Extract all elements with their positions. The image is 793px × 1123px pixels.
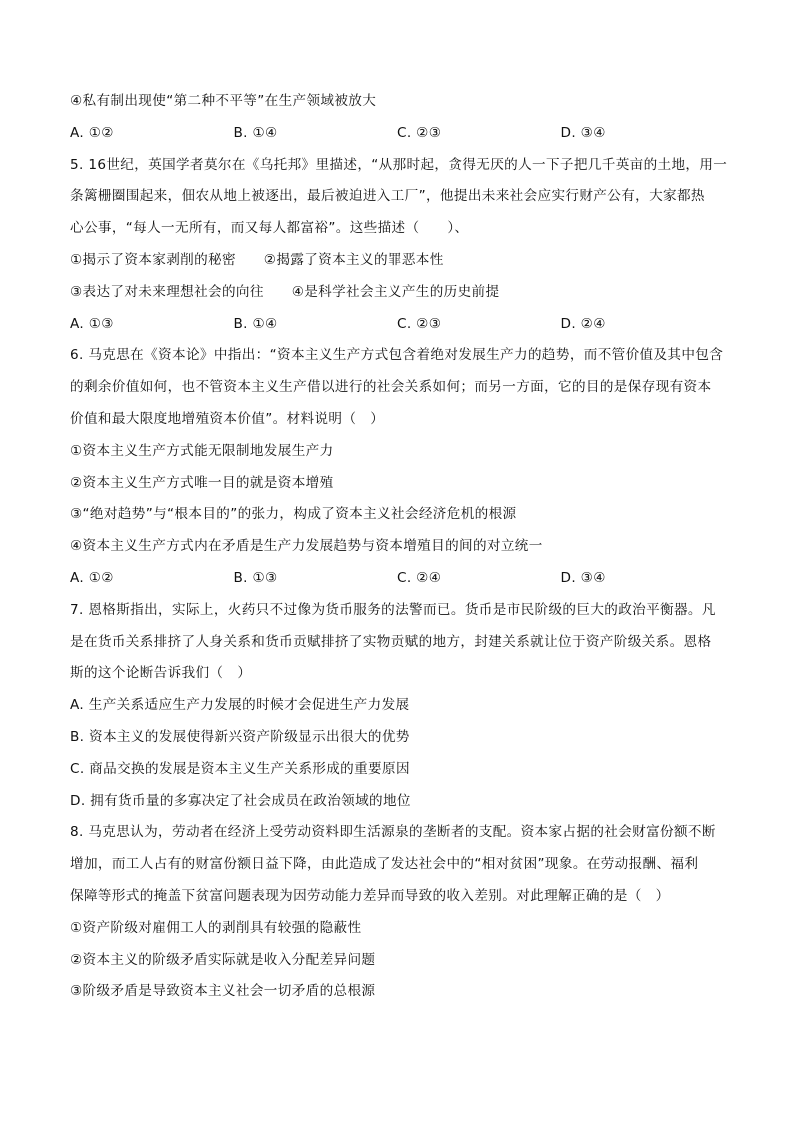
q7-stem-line: 是在货币关系排挤了人身关系和货币贡赋排挤了实物贡赋的地方，封建关系就让位于资产阶级关系。恩格 xyxy=(70,633,712,650)
q5-stem-line: 条篱栅圈围起来，佃农从地上被逐出，最后被迫进入工厂”，他提出未来社会应实行财产公有，大家都热 xyxy=(70,188,705,205)
q6-statement: ④资本主义生产方式内在矛盾是生产力发展趋势与资本增殖目的间的对立统一 xyxy=(70,538,543,555)
q7-option-a: A. 生产关系适应生产力发展的时候才会促进生产力发展 xyxy=(70,697,410,714)
q7-stem-line: 斯的这个论断告诉我们（ ） xyxy=(70,665,252,682)
q6-statement: ③“绝对趋势”与“根本目的”的张力，构成了资本主义社会经济危机的根源 xyxy=(70,506,517,523)
q6-options xyxy=(70,563,735,595)
q5-option-b: B. ①④ xyxy=(233,315,278,332)
q5-options xyxy=(70,309,735,341)
q7-option-b: B. 资本主义的发展使得新兴资产阶级显示出很大的优势 xyxy=(70,728,410,745)
q6-stem-line: 的剩余价值如何，也不管资本主义生产借以进行的社会关系如何；而另一方面，它的目的是保存现有资本 xyxy=(70,379,712,396)
q7-option-c: C. 商品交换的发展是资本主义生产关系形成的重要原因 xyxy=(70,760,410,777)
q4-option-c: C. ②③ xyxy=(397,124,442,141)
document-page xyxy=(70,86,735,1008)
q7-stem-line: 7. 恩格斯指出，实际上，火药只不过像为货币服务的法警而已。货币是市民阶级的巨大的政治平衡器。凡 xyxy=(70,601,716,618)
q6-statement: ①资本主义生产方式能无限制地发展生产力 xyxy=(70,442,334,459)
q4-option-d: D. ③④ xyxy=(560,124,606,141)
q4-option-a: A. ①② xyxy=(70,124,114,141)
q5-option-a: A. ①③ xyxy=(70,315,114,332)
q6-option-d: D. ③④ xyxy=(560,569,606,586)
q5-stem-line: 5. 16世纪，英国学者莫尔在《乌托邦》里描述，“从那时起，贪得无厌的人一下子把几千英亩的土地，用一 xyxy=(70,156,728,173)
q6-statement: ②资本主义生产方式唯一目的就是资本增殖 xyxy=(70,474,334,491)
q8-statement: ②资本主义的阶级矛盾实际就是收入分配差异问题 xyxy=(70,951,376,968)
q4-option-b: B. ①④ xyxy=(233,124,278,141)
q6-option-b: B. ①③ xyxy=(233,569,278,586)
q5-statement: ①揭示了资本家剥削的秘密 ②揭露了资本主义的罪恶本性 xyxy=(70,251,444,268)
q6-option-c: C. ②④ xyxy=(397,569,442,586)
q8-stem-line: 增加，而工人占有的财富份额日益下降，由此造成了发达社会中的“相对贫困”现象。在劳动报酬、福利 xyxy=(70,856,699,873)
q5-stem-line: 心公事，“每人一无所有，而又每人都富裕”。这些描述（ ）、 xyxy=(70,220,469,237)
q8-stem-line: 保障等形式的掩盖下贫富问题表现为因劳动能力差异而导致的收入差别。对此理解正确的是（ ） xyxy=(70,887,670,904)
q5-statement: ③表达了对未来理想社会的向往 ④是科学社会主义产生的历史前提 xyxy=(70,283,500,300)
q8-statement: ③阶级矛盾是导致资本主义社会一切矛盾的总根源 xyxy=(70,983,376,1000)
q6-option-a: A. ①② xyxy=(70,569,114,586)
q8-statement: ①资产阶级对雇佣工人的剥削具有较强的隐蔽性 xyxy=(70,919,362,936)
q5-option-d: D. ②④ xyxy=(560,315,606,332)
q6-stem-line: 价值和最大限度地增殖资本价值”。材料说明（ ） xyxy=(70,410,385,427)
q4-options xyxy=(70,118,735,150)
q7-option-d: D. 拥有货币量的多寡决定了社会成员在政治领域的地位 xyxy=(70,792,411,809)
q6-stem-line: 6. 马克思在《资本论》中指出：“资本主义生产方式包含着绝对发展生产力的趋势，而不管价值及其中包含 xyxy=(70,347,724,364)
q4-statement-4: ④私有制出现使“第二种不平等”在生产领域被放大 xyxy=(70,93,377,109)
q5-option-c: C. ②③ xyxy=(397,315,442,332)
q8-stem-line: 8. 马克思认为，劳动者在经济上受劳动资料即生活源泉的垄断者的支配。资本家占据的社会财富份额不断 xyxy=(70,824,716,841)
